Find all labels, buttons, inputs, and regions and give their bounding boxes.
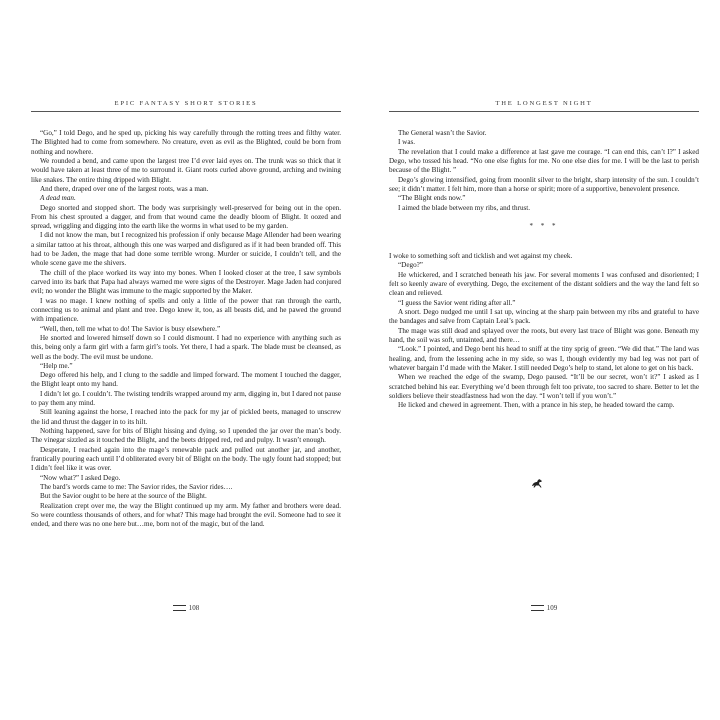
- paragraph: The General wasn’t the Savior.: [398, 129, 487, 137]
- paragraph: Dego offered his help, and I clung to the saddle and limped forward. The moment I touched the dagger, the Blight leapt onto my hand.: [31, 371, 341, 389]
- paragraph: The chill of the place worked its way into my bones. When I looked closer at the tree, I saw symbols carved into its bark that Papa had always warned me were signs of the Destroyer. Mage Jaden had conjured evil; no wonder the Blight was immune to the magic supported by the Maker.: [31, 268, 341, 296]
- paragraph: We rounded a bend, and came upon the largest tree I’d ever laid eyes on. The trunk was so thick that it would have taken at least three of me to surround it. Giant roots curled above ground, arching and twining like snakes. The entire thing dripped with Blight.: [31, 156, 341, 184]
- paragraph: “The Blight ends now.”: [398, 194, 466, 203]
- paragraph: A dead man.: [40, 194, 76, 203]
- paragraph: He licked and chewed in agreement. Then, with a prance in his step, he headed toward the camp.: [398, 401, 675, 410]
- right-body-text: [389, 129, 699, 410]
- paragraph: He whickered, and I scratched beneath his jaw. For several moments I was confused and disoriented; I felt so keenly aware of everything. Dego, the excitement of the distant soldiers and the way the land felt so clean and relieved.: [389, 270, 699, 298]
- paragraph: “I guess the Savior went riding after all.”: [398, 298, 516, 307]
- paragraph: But the Savior ought to be here at the source of the Blight.: [40, 492, 207, 501]
- section-break: * * *: [529, 221, 559, 230]
- right-running-head: THE LONGEST NIGHT: [389, 100, 699, 112]
- paragraph: “Now what?” I asked Dego.: [40, 473, 121, 482]
- paragraph: Dego snorted and stopped short. The body was surprisingly well-preserved for being out in the open. From his chest sprouted a dagger, and from that wound came the deadly bloom of Blight. It oozed and spread, wriggling and digging into the earth like the worms in what used to be my garden.: [31, 203, 341, 231]
- left-running-head: EPIC FANTASY SHORT STORIES: [31, 100, 341, 112]
- paragraph: Dego’s glowing intensified, going from moonlit silver to the bright, sharp intensity of the sun. I couldn’t see; it didn’t matter. I felt him, more than a horse or spirit; more of a supportive, benevolent presence.: [389, 175, 699, 193]
- paragraph: I was.: [398, 138, 416, 147]
- paragraph: Realization crept over me, the way the Blight continued up my arm. My father and brothers were dead. So were countless thousands of others, and for what? This mage had brought the evil. Someone had to see it ended, and there was no one here but…me, born not of the magic, but of the land.: [31, 501, 341, 529]
- left-body-text: [31, 129, 341, 529]
- paragraph: “Go,” I told Dego, and he sped up, picking his way carefully through the rotting trees and filthy water. The Blighted had to come from somewhere. No creature, even as evil as the Blighted, could be born from nothing and nowhere.: [31, 129, 341, 156]
- paragraph: He snorted and lowered himself down so I could dismount. I had no experience with anything such as this, being only a farm girl with a farm girl’s tools. Yet there, I had a spark. The blade must be cleansed, as well as the body. The evil must be undone.: [31, 333, 341, 361]
- right-page: [389, 100, 699, 410]
- right-folio-number: 109: [546, 604, 558, 612]
- paragraph: When we reached the edge of the swamp, Dego paused. “It’ll be our secret, won’t it?” I asked as I scratched behind his ear. Everything we’d been through felt too private, too sacred to share. Better to let the soldiers believe their steadfastness had won the day. “I won’t tell if you won’t.”: [389, 373, 699, 400]
- folio-ornament-icon: [173, 605, 186, 611]
- paragraph: I woke to something soft and ticklish and wet against my cheek.: [389, 252, 573, 261]
- left-page-number: [31, 604, 341, 612]
- paragraph: Still leaning against the horse, I reached into the pack for my jar of pickled beets, managed to unscrew the lid and thrust the dagger in to its hilt.: [31, 408, 341, 426]
- paragraph: Nothing happened, save for bits of Blight hissing and dying, so I upended the jar over the man’s body. The vinegar sizzled as it touched the Blight, and the beets dripped red, red and pulpy. It wasn’t enough.: [31, 427, 341, 445]
- paragraph: I was no mage. I knew nothing of spells and only a little of the power that ran through the earth, connecting us to animal and plant and tree. Dego knew it, too, as all beasts did, and he pawed the ground with impatience.: [31, 296, 341, 324]
- left-folio-number: 108: [188, 604, 200, 612]
- paragraph: “Look.” I pointed, and Dego bent his head to sniff at the tiny sprig of green. “We did that.” The land was healing, and, from the lessening ache in my side, so was I, though evidently my bad leg was not part of whatever bargain I’d made with the Maker. I still needed Dego’s help to stand, let alone to get on his back.: [389, 345, 699, 372]
- paragraph: Desperate, I reached again into the mage’s renewable pack and pulled out another jar, and another, frantically pouring each until I’d obliterated every bit of Blight on the body. The ugly fount had stopped; but I didn’t feel like it was over.: [31, 445, 341, 473]
- paragraph: I aimed the blade between my ribs, and thrust.: [398, 203, 531, 212]
- right-page-number: [389, 604, 699, 612]
- paragraph: The bard’s words came to me: The Savior rides, the Savior rides….: [40, 482, 233, 491]
- left-page: [31, 100, 341, 529]
- paragraph: I didn’t let go. I couldn’t. The twisting tendrils wrapped around my arm, digging in, but I dared not pause to pay them any mind.: [31, 389, 341, 408]
- paragraph: And there, draped over one of the largest roots, was a man.: [40, 184, 209, 193]
- horse-ornament-icon: [530, 477, 544, 489]
- paragraph: A snort. Dego nudged me until I sat up, wincing at the sharp pain between my ribs and grateful to have the bandages and salve from Captain Leal’s pack.: [389, 308, 699, 326]
- paragraph: I did not know the man, but I recognized his profession if only because Mage Allender had been wearing a similar tattoo at his throat, although this one was warped and disfigured as if it had been branded off. This had to be Jaden, the mage that had done some terrible wrong. Murder or suicide, I couldn’t tell, and the whole scene gave me the shivers.: [31, 231, 341, 268]
- folio-ornament-icon: [531, 605, 544, 611]
- paragraph: The revelation that I could make a difference at last gave me courage. “I can end this, can’t I?” I asked Dego, who tossed his head. “No one else fights for me. No one else dies for me. I will be the last to perish because of the Blight. ”: [389, 147, 699, 175]
- paragraph: “Dego?”: [398, 261, 423, 270]
- paragraph: “Well, then, tell me what to do! The Savior is busy elsewhere.”: [40, 324, 221, 333]
- paragraph: The mage was still dead and splayed over the roots, but every last trace of Blight was gone. Beneath my hand, the soil was soft, untainted, and there…: [389, 326, 699, 344]
- paragraph: “Help me.”: [40, 361, 73, 370]
